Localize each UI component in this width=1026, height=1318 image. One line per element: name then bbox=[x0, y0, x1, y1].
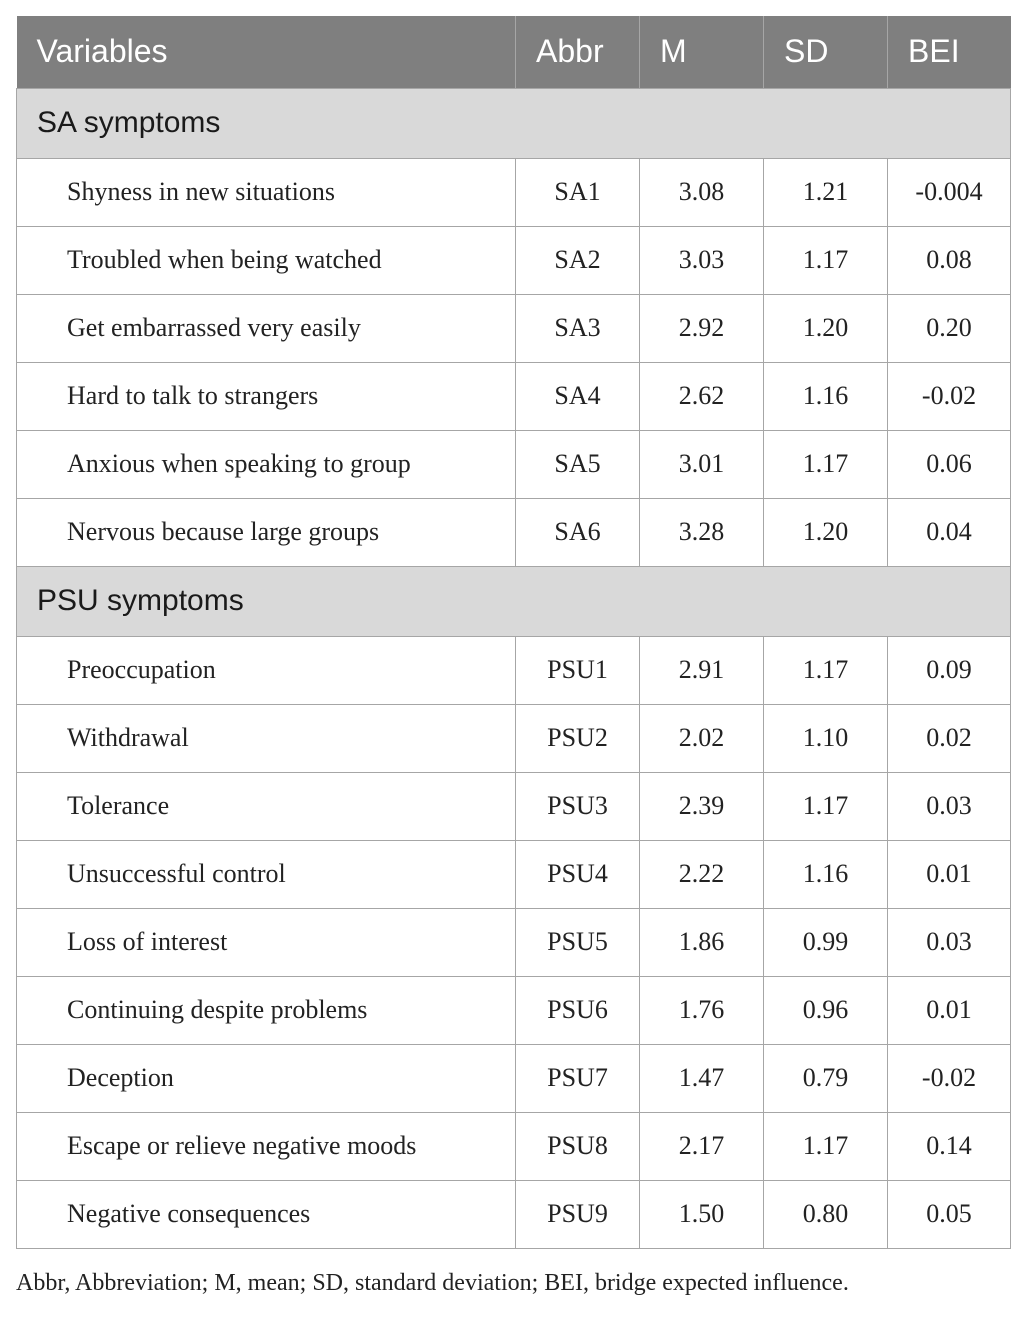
header-variables: Variables bbox=[17, 16, 516, 88]
cell-mean: 3.08 bbox=[640, 158, 764, 226]
cell-mean: 2.92 bbox=[640, 294, 764, 362]
header-sd: SD bbox=[764, 16, 888, 88]
cell-bei: 0.03 bbox=[888, 908, 1011, 976]
cell-abbr: PSU2 bbox=[516, 704, 640, 772]
cell-abbr: PSU4 bbox=[516, 840, 640, 908]
cell-variable: Anxious when speaking to group bbox=[17, 430, 516, 498]
cell-abbr: SA2 bbox=[516, 226, 640, 294]
table-row bbox=[17, 704, 1011, 772]
cell-sd: 0.79 bbox=[764, 1044, 888, 1112]
cell-abbr: PSU5 bbox=[516, 908, 640, 976]
table-row bbox=[17, 772, 1011, 840]
cell-mean: 1.47 bbox=[640, 1044, 764, 1112]
cell-variable: Get embarrassed very easily bbox=[17, 294, 516, 362]
cell-abbr: PSU3 bbox=[516, 772, 640, 840]
cell-abbr: SA3 bbox=[516, 294, 640, 362]
cell-abbr: PSU1 bbox=[516, 636, 640, 704]
cell-bei: -0.02 bbox=[888, 362, 1011, 430]
cell-sd: 1.16 bbox=[764, 362, 888, 430]
table-row bbox=[17, 840, 1011, 908]
table-footnote: Abbr, Abbreviation; M, mean; SD, standard deviation; BEI, bridge expected influence. bbox=[16, 1270, 849, 1296]
cell-bei: 0.03 bbox=[888, 772, 1011, 840]
cell-bei: 0.01 bbox=[888, 840, 1011, 908]
table-row bbox=[17, 1044, 1011, 1112]
cell-bei: 0.08 bbox=[888, 226, 1011, 294]
cell-bei: 0.09 bbox=[888, 636, 1011, 704]
header-bei: BEI bbox=[888, 16, 1011, 88]
table-row bbox=[17, 226, 1011, 294]
table-row bbox=[17, 1180, 1011, 1248]
cell-mean: 2.17 bbox=[640, 1112, 764, 1180]
cell-abbr: SA4 bbox=[516, 362, 640, 430]
cell-mean: 1.76 bbox=[640, 976, 764, 1044]
table-row bbox=[17, 430, 1011, 498]
cell-mean: 1.86 bbox=[640, 908, 764, 976]
cell-sd: 1.16 bbox=[764, 840, 888, 908]
section-row bbox=[17, 566, 1011, 636]
header-abbr: Abbr bbox=[516, 16, 640, 88]
cell-variable: Continuing despite problems bbox=[17, 976, 516, 1044]
cell-abbr: PSU9 bbox=[516, 1180, 640, 1248]
table-row bbox=[17, 498, 1011, 566]
section-row bbox=[17, 88, 1011, 158]
header-row bbox=[17, 16, 1011, 88]
cell-sd: 1.17 bbox=[764, 226, 888, 294]
section-title: PSU symptoms bbox=[17, 566, 1011, 636]
cell-variable: Deception bbox=[17, 1044, 516, 1112]
cell-mean: 2.39 bbox=[640, 772, 764, 840]
cell-variable: Unsuccessful control bbox=[17, 840, 516, 908]
cell-sd: 0.80 bbox=[764, 1180, 888, 1248]
cell-sd: 1.17 bbox=[764, 772, 888, 840]
cell-abbr: PSU8 bbox=[516, 1112, 640, 1180]
cell-mean: 2.22 bbox=[640, 840, 764, 908]
cell-variable: Tolerance bbox=[17, 772, 516, 840]
cell-variable: Nervous because large groups bbox=[17, 498, 516, 566]
cell-variable: Troubled when being watched bbox=[17, 226, 516, 294]
table-row bbox=[17, 976, 1011, 1044]
cell-abbr: SA6 bbox=[516, 498, 640, 566]
cell-abbr: SA5 bbox=[516, 430, 640, 498]
data-table bbox=[16, 16, 1011, 1249]
cell-variable: Negative consequences bbox=[17, 1180, 516, 1248]
cell-bei: -0.004 bbox=[888, 158, 1011, 226]
cell-sd: 1.17 bbox=[764, 636, 888, 704]
cell-bei: 0.05 bbox=[888, 1180, 1011, 1248]
cell-abbr: PSU6 bbox=[516, 976, 640, 1044]
table-row bbox=[17, 908, 1011, 976]
cell-sd: 1.21 bbox=[764, 158, 888, 226]
cell-mean: 2.91 bbox=[640, 636, 764, 704]
cell-sd: 1.17 bbox=[764, 430, 888, 498]
cell-variable: Loss of interest bbox=[17, 908, 516, 976]
cell-bei: -0.02 bbox=[888, 1044, 1011, 1112]
cell-sd: 1.17 bbox=[764, 1112, 888, 1180]
cell-abbr: PSU7 bbox=[516, 1044, 640, 1112]
cell-mean: 3.03 bbox=[640, 226, 764, 294]
cell-mean: 3.28 bbox=[640, 498, 764, 566]
cell-sd: 1.20 bbox=[764, 498, 888, 566]
cell-sd: 0.96 bbox=[764, 976, 888, 1044]
cell-bei: 0.20 bbox=[888, 294, 1011, 362]
cell-variable: Shyness in new situations bbox=[17, 158, 516, 226]
cell-bei: 0.01 bbox=[888, 976, 1011, 1044]
table-row bbox=[17, 158, 1011, 226]
cell-variable: Preoccupation bbox=[17, 636, 516, 704]
table-row bbox=[17, 1112, 1011, 1180]
cell-mean: 1.50 bbox=[640, 1180, 764, 1248]
cell-variable: Hard to talk to strangers bbox=[17, 362, 516, 430]
section-title: SA symptoms bbox=[17, 88, 1011, 158]
cell-bei: 0.02 bbox=[888, 704, 1011, 772]
cell-bei: 0.04 bbox=[888, 498, 1011, 566]
cell-sd: 1.20 bbox=[764, 294, 888, 362]
cell-mean: 3.01 bbox=[640, 430, 764, 498]
cell-bei: 0.06 bbox=[888, 430, 1011, 498]
cell-mean: 2.02 bbox=[640, 704, 764, 772]
table-container bbox=[16, 16, 1010, 1249]
cell-abbr: SA1 bbox=[516, 158, 640, 226]
header-m: M bbox=[640, 16, 764, 88]
cell-variable: Withdrawal bbox=[17, 704, 516, 772]
table-row bbox=[17, 294, 1011, 362]
cell-sd: 1.10 bbox=[764, 704, 888, 772]
cell-bei: 0.14 bbox=[888, 1112, 1011, 1180]
cell-variable: Escape or relieve negative moods bbox=[17, 1112, 516, 1180]
cell-mean: 2.62 bbox=[640, 362, 764, 430]
table-row bbox=[17, 362, 1011, 430]
cell-sd: 0.99 bbox=[764, 908, 888, 976]
table-row bbox=[17, 636, 1011, 704]
